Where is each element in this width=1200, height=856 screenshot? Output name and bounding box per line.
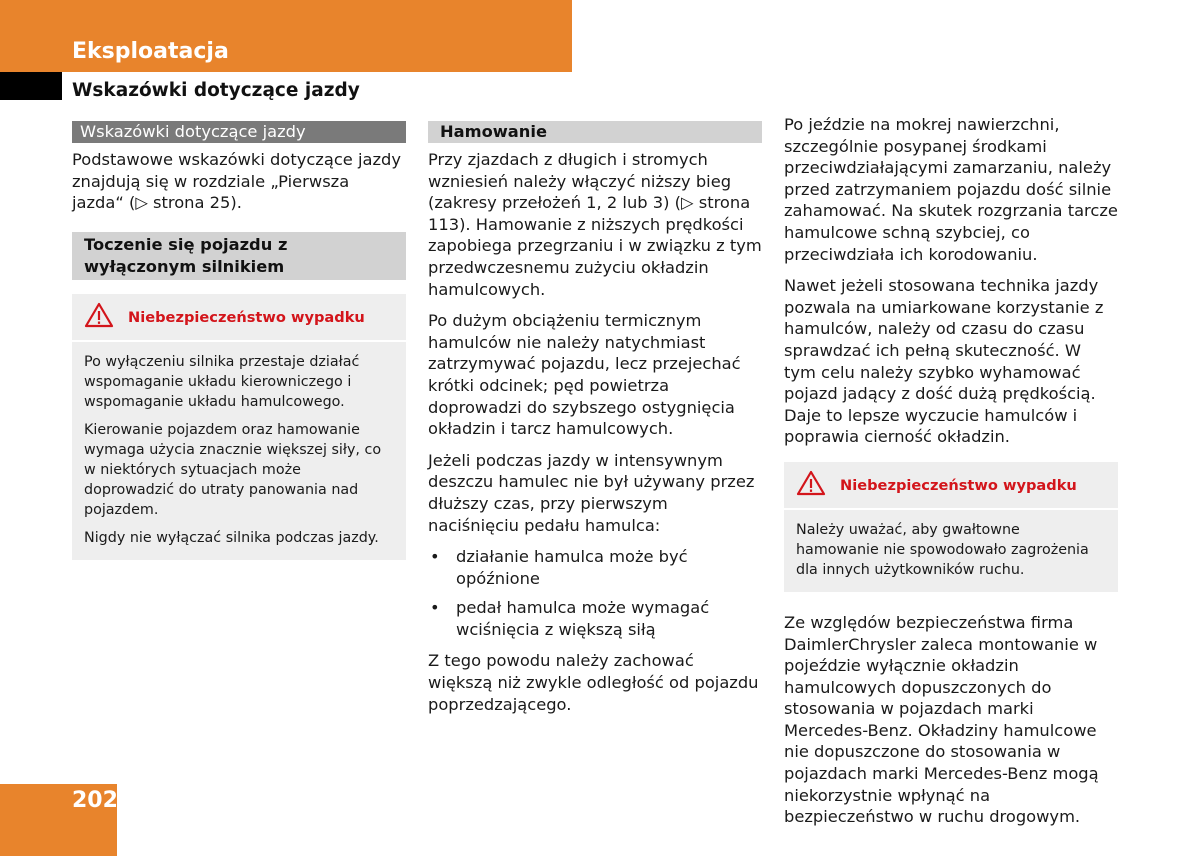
- warning-box-engine-off: [72, 294, 406, 560]
- warning-header: [784, 470, 1118, 510]
- page-number: 202: [72, 788, 118, 813]
- column-1: [72, 114, 406, 560]
- brake-pads-paragraph: Ze względów bezpieczeństwa firma DaimlerChrysler zaleca montowanie w pojeździe wyłącznie okładzin hamulcowych dopuszczonych do stosowania w pojazdach marki Mercedes-Benz. Okładziny hamulcowe nie dopuszczone do stosowania w pojazdach marki Mercedes-Benz mogą niekorzystnie wpłynąć na bezpieczeństwo w ruchu drogowym.: [784, 612, 1099, 827]
- driving-tips-intro: Podstawowe wskazówki dotyczące jazdy znajdują się w rozdziale „Pierwsza jazda“ (▷ strona 25).: [72, 150, 401, 213]
- warning-paragraph: Po wyłączeniu silnika przestaje działać wspomaganie układu kierowniczego i wspomaganie układu hamulcowego.: [84, 353, 360, 410]
- warning-title: Niebezpieczeństwo wypadku: [128, 308, 365, 326]
- braking-heading: Hamowanie: [428, 121, 762, 143]
- warning-triangle-icon: [84, 302, 114, 334]
- brake-check-paragraph: Nawet jeżeli stosowana technika jazdy pozwala na umiarkowane korzystanie z hamulców, należy od czasu do czasu sprawdzać ich pełną skuteczność. W tym celu należy szybko wyhamować pojazd jadący z dość dużą prędkością. Daje to lepsze wyczucie hamulców i poprawia cierność okładzin.: [784, 276, 1104, 447]
- column-3: [784, 114, 1118, 838]
- section-title: Wskazówki dotyczące jazdy: [72, 80, 360, 101]
- column-2: [428, 114, 762, 725]
- braking-paragraph: Po dużym obciążeniu termicznym hamulców nie należy natychmiast zatrzymywać pojazdu, lecz przejechać krótki odcinek; pęd powietrza doprowadzi do szybszego ostygnięcia okładzin i tarcz hamulcowych.: [428, 311, 741, 439]
- wet-road-paragraph: Po jeździe na mokrej nawierzchni, szczególnie posypanej środkami przeciwdziałającymi zamarzaniu, należy przed zatrzymaniem pojazdu dość silnie zahamować. Na skutek rozgrzania tarcze hamulcowe schną szybciej, co przeciwdziała ich korodowaniu.: [784, 115, 1118, 264]
- braking-paragraph: Przy zjazdach z długich i stromych wzniesień należy włączyć niższy bieg (zakresy przełożeń 1, 2 lub 3) (▷ strona 113). Hamowanie z niższych prędkości zapobiega przegrzaniu i w związku z tym przedwczesnemu zużyciu okładzin hamulcowych.: [428, 150, 762, 299]
- warning-paragraph: Kierowanie pojazdem oraz hamowanie wymaga użycia znacznie większej siły, co w niektórych sytuacjach może doprowadzić do utraty panowania nad pojazdem.: [84, 421, 382, 518]
- warning-header: [72, 302, 406, 342]
- warning-paragraph: Należy uważać, aby gwałtowne hamowanie nie spowodowało zagrożenia dla innych użytkowników ruchu.: [796, 521, 1089, 578]
- list-item: • pedał hamulca może wymagać wciśnięcia z większą siłą: [428, 597, 762, 640]
- braking-paragraph: Z tego powodu należy zachować większą niż zwykle odległość od pojazdu poprzedzającego.: [428, 651, 759, 714]
- section-marker-bar: [0, 72, 62, 100]
- braking-paragraph: Jeżeli podczas jazdy w intensywnym deszczu hamulec nie był używany przez dłuższy czas, przy pierwszym naciśnięciu pedału hamulca:: [428, 450, 755, 535]
- warning-box-hard-braking: [784, 462, 1118, 592]
- warning-triangle-icon: [796, 470, 826, 502]
- warning-title: Niebezpieczeństwo wypadku: [840, 476, 1077, 494]
- driving-tips-heading: Wskazówki dotyczące jazdy: [72, 121, 406, 143]
- list-item: • działanie hamulca może być opóźnione: [428, 546, 762, 589]
- engine-off-rolling-heading: Toczenie się pojazdu z wyłączonym silnikiem: [72, 232, 406, 280]
- braking-bullet-list: [428, 546, 762, 640]
- warning-paragraph: Nigdy nie wyłączać silnika podczas jazdy.: [84, 529, 379, 546]
- chapter-title: Eksploatacja: [72, 39, 229, 64]
